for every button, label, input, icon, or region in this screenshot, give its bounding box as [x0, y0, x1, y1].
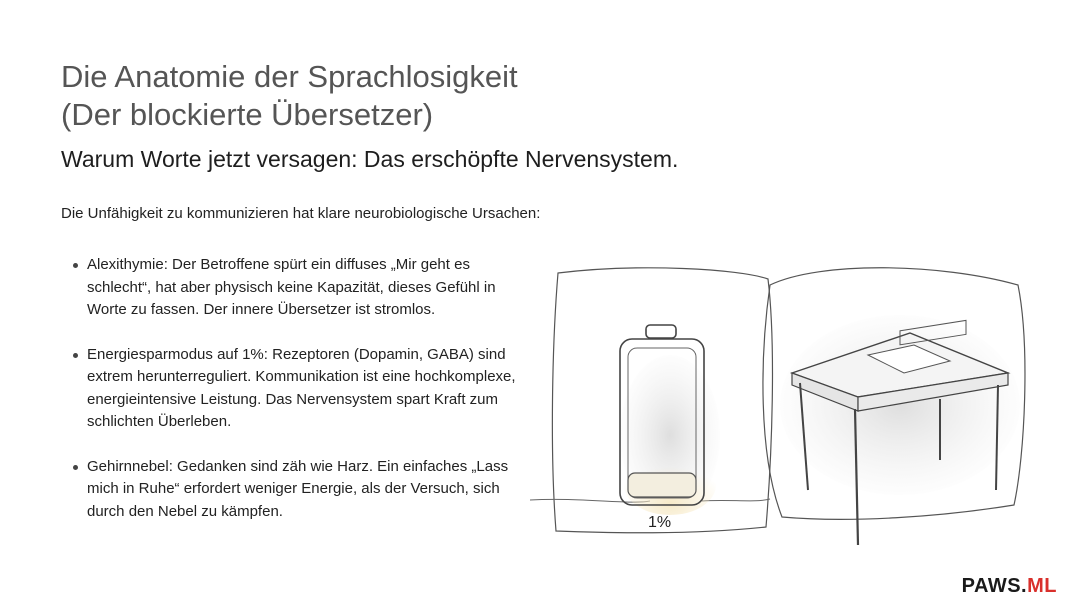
bullet-gehirnnebel: Gehirnnebel: Gedanken sind zäh wie Harz. Ein einfaches „Lass mich in Ruhe“ erfordert weniger Energie, als der Versuch, sich durch den Nebel zu kämpfen. — [73, 456, 533, 524]
battery-percentage-label: 1% — [648, 514, 672, 531]
bullet-energiesparmodus: Energiesparmodus auf 1%: Rezeptoren (Dopamin, GABA) sind extrem herunterreguliert. Kommunikation ist eine hochkomplexe, energieintensive Leistung. Das Nervensystem spart Kraft zum schlichten Überleben. — [73, 344, 533, 434]
brand-accent-text: ML — [1027, 575, 1057, 597]
desk-icon — [780, 315, 1020, 545]
slide-title — [61, 58, 518, 134]
bullet-list — [73, 254, 533, 545]
intro-text: Die Unfähigkeit zu kommunizieren hat klare neurobiologische Ursachen: — [61, 205, 541, 222]
bullet-alexithymie: Alexithymie: Der Betroffene spürt ein diffuses „Mir geht es schlecht“, hat aber physisch keine Kapazität, dieses Gefühl in Worte zu fassen. Der innere Übersetzer ist stromlos. — [73, 254, 533, 322]
brand-main-text: PAWS. — [961, 575, 1028, 597]
sketch-illustration — [520, 255, 1040, 555]
title-line-2: (Der blockierte Übersetzer) — [61, 97, 434, 132]
brand-logo — [962, 575, 1057, 598]
slide-subtitle: Warum Worte jetzt versagen: Das erschöpfte Nervensystem. — [61, 146, 679, 172]
battery-icon — [620, 325, 720, 515]
title-line-1: Die Anatomie der Sprachlosigkeit — [61, 59, 518, 94]
